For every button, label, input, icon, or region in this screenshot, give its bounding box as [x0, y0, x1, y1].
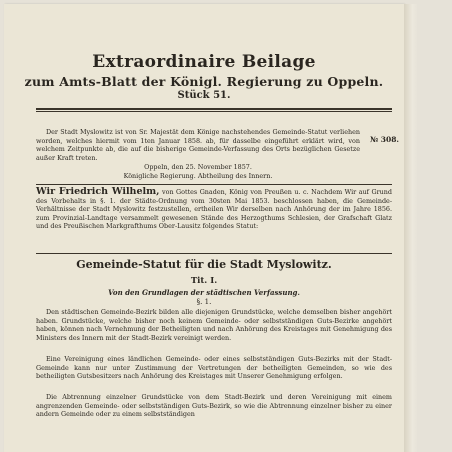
- issue-number: Stück 51.: [177, 90, 231, 101]
- statute-text-2: Eine Vereinigung eines ländlichen Gemeinde- oder eines selbstständigen Guts-Bezirks mit der Stadt-Gemeinde kann nur unter Zustimmung der Vertretungen der betheiligten Gemeinden, so wie des betheiligten Gutsbesitzers nach Anhörung des Kreistages mit Unserer Genehmigung erfolgen.: [36, 355, 392, 381]
- decree-paragraph: [36, 188, 392, 231]
- notice-margin-number: № 308.: [370, 135, 400, 144]
- page-edge-shadow: [404, 4, 418, 452]
- statute-paragraph-3: [36, 393, 392, 419]
- statute-paragraph-2: [36, 355, 392, 381]
- paragraph-sign: §. 1.: [196, 298, 212, 306]
- statute-text-3: Die Abtrennung einzelner Grundstücke von dem Stadt-Bezirk und deren Vereinigung mit einem angrenzenden Gemeinde- oder selbstständigen Guts-Bezirk, so wie die Abtrennung einzelner bisher zu einer andern Gemeinde oder zu einem selbstständigen: [36, 393, 392, 419]
- title-subheading: Von den Grundlagen der städtischen Verfassung.: [108, 288, 300, 297]
- statute-paragraph-1: [36, 308, 392, 342]
- supplement-subtitle: zum Amts-Blatt der Königl. Regierung zu Oppeln.: [24, 74, 384, 89]
- decree-text: von Gottes Gnaden, König von Preußen u. c. Nachdem Wir auf Grund des Vorbehalts in §. 1. der Städte-Ordnung vom 30sten Mai 1853. beschlossen haben, die Gemeinde-Verhältnisse der Stadt Myslowitz festzustellen, ertheilen Wir derselben nach Anhörung der im Jahre 1856. zum Provinzial-Landtage versammelt gewesenen Stände des Herzogthums Schlesien, der Grafschaft Glatz und des Preußischen Markgrafthums Ober-Lausitz folgendes Statut:: [36, 188, 392, 231]
- decree-lead: Wir Friedrich Wilhelm,: [36, 186, 160, 197]
- statute-text-1: Den städtischen Gemeinde-Bezirk bilden alle diejenigen Grundstücke, welche demselben bisher angehört haben. Grundstücke, welche bisher noch keinem Gemeinde- oder selbstständigen Guts-Bezirke angehört haben, können nach Vernehmung der Betheiligten und nach Anhörung des Kreistages mit Genehmigung des Ministers des Innern mit der Stadt-Bezirk vereinigt werden.: [36, 308, 392, 342]
- notice-authority: Königliche Regierung. Abtheilung des Innern.: [123, 172, 273, 180]
- document-page: [4, 4, 404, 452]
- notice-text: Der Stadt Myslowitz ist von Sr. Majestät dem Könige nachstehendes Gemeinde-Statut verliehen worden, welches hiermit vom 1ten Januar 1858. ab, für dasselbe eingeführt erklärt wird, von welchem Zeitpunkte ab, die auf die bisherige Gemeinde-Verfassung des Orts bezüglichen Gesetze außer Kraft treten.: [36, 128, 360, 162]
- statute-divider: [36, 253, 392, 254]
- statute-title: Gemeinde-Statut für die Stadt Myslowitz.: [76, 258, 332, 271]
- header-rule-bottom: [36, 111, 392, 112]
- title-heading: Tit. I.: [190, 276, 218, 286]
- notice-divider: [36, 184, 392, 185]
- header-rule-top: [36, 108, 392, 110]
- supplement-title: Extraordinaire Beilage: [92, 52, 316, 72]
- notice-paragraph: [36, 128, 360, 162]
- notice-place-date: Oppeln, den 25. November 1857.: [144, 163, 252, 171]
